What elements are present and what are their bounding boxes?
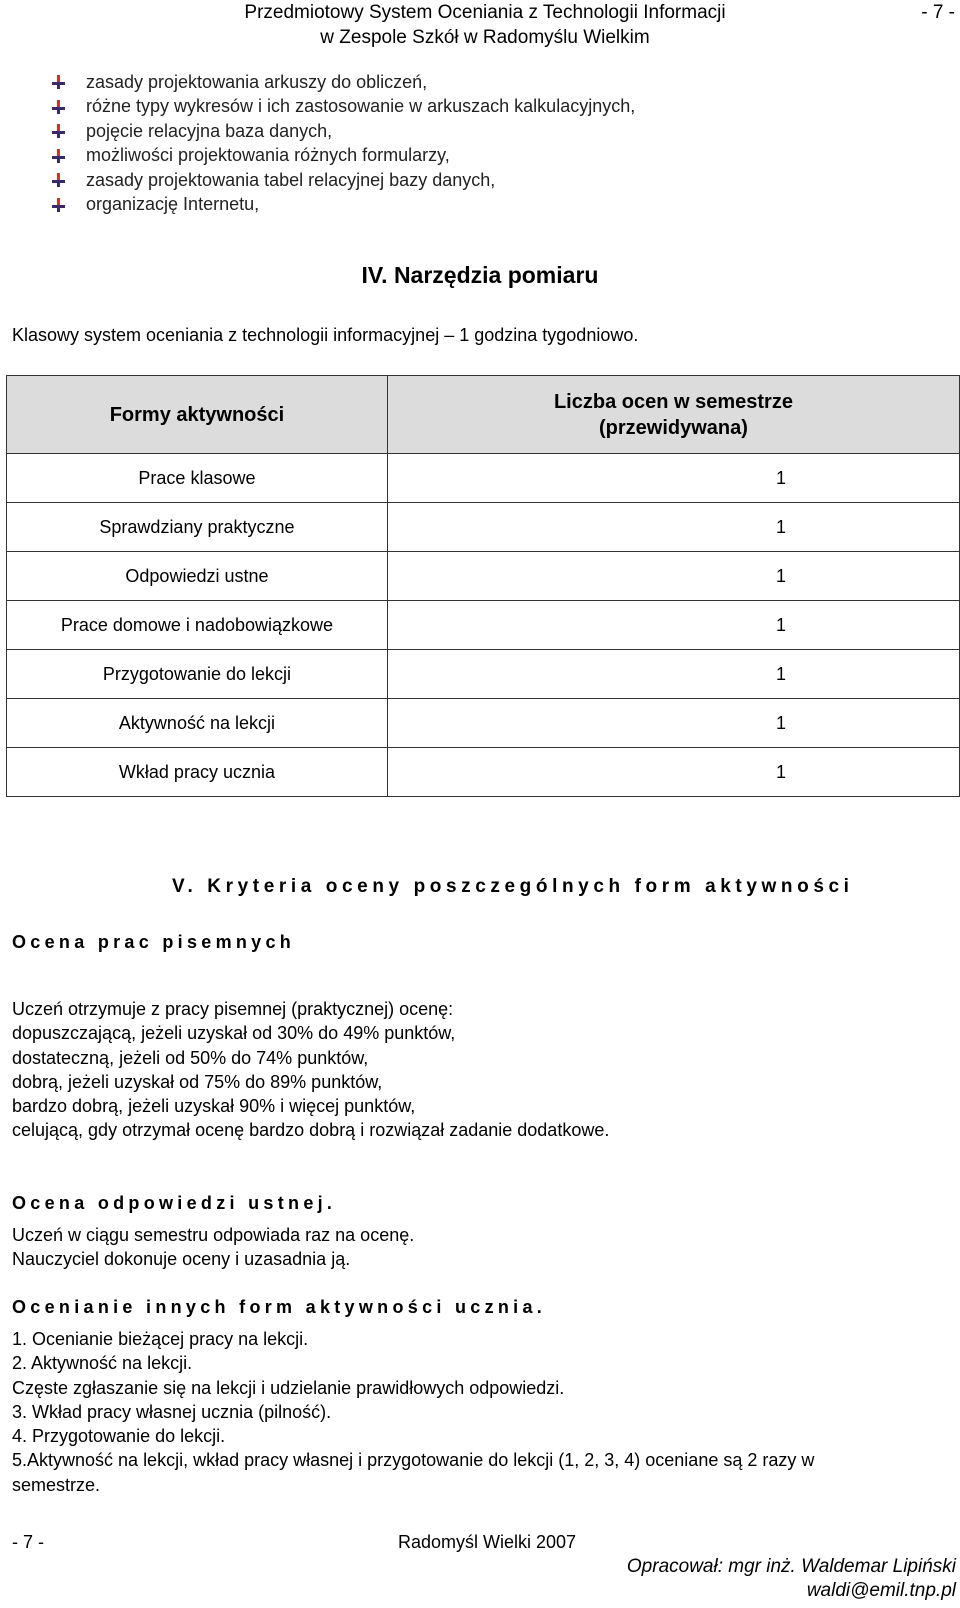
table-cell-form: Przygotowanie do lekcji — [7, 650, 388, 699]
header-title — [220, 0, 750, 50]
table-row — [7, 454, 960, 503]
oral-paragraph — [12, 1223, 414, 1272]
paragraph-line: dobrą, jeżeli uzyskał od 75% do 89% punktów, — [12, 1071, 383, 1092]
bullet-text: organizację Internetu, — [86, 194, 260, 215]
table-cell-count: 1 — [387, 503, 959, 552]
written-paragraph — [12, 997, 609, 1143]
bullet-list — [52, 70, 635, 217]
table-header-count — [387, 376, 959, 454]
table-header-count-line2: (przewidywana) — [599, 416, 748, 439]
table-row — [7, 650, 960, 699]
arrow-bullet-icon — [52, 173, 66, 187]
table-row — [7, 699, 960, 748]
table-header-count-line1: Liczba ocen w semestrze — [553, 390, 793, 413]
arrow-bullet-icon — [52, 75, 66, 89]
bullet-text: zasady projektowania tabel relacyjnej bazy danych, — [86, 169, 496, 190]
paragraph-line: 1. Ocenianie bieżącej pracy na lekcji. — [12, 1329, 309, 1349]
section-4-intro: Klasowy system oceniania z technologii informacyjnej – 1 godzina tygodniowo. — [12, 325, 639, 345]
other-heading: Ocenianie innych form aktywności ucznia. — [12, 1297, 547, 1317]
paragraph-line: Nauczyciel dokonuje oceny i uzasadnia ją. — [12, 1249, 351, 1270]
page-header — [0, 0, 960, 48]
bullet-text: zasady projektowania arkuszy do obliczeń, — [86, 71, 428, 92]
paragraph-line: Częste zgłaszanie się na lekcji i udzielanie prawidłowych odpowiedzi. — [12, 1377, 565, 1398]
bullet-item — [52, 70, 635, 95]
header-title-line2: w Zespole Szkół w Radomyślu Wielkim — [320, 27, 650, 48]
paragraph-line: 3. Wkład pracy własnej ucznia (pilność). — [12, 1401, 332, 1422]
paragraph-line: Uczeń otrzymuje z pracy pisemnej (praktycznej) ocenę: — [12, 999, 454, 1019]
table-row — [7, 503, 960, 552]
section-5-title: V. Kryteria oceny poszczególnych form aktywności — [172, 876, 854, 897]
table-row — [7, 601, 960, 650]
paragraph-line: dostateczną, jeżeli od 50% do 74% punktów, — [12, 1047, 369, 1068]
oral-heading: Ocena odpowiedzi ustnej. — [12, 1193, 337, 1213]
paragraph-line: 2. Aktywność na lekcji. — [12, 1353, 193, 1374]
bullet-item — [52, 168, 635, 193]
table-cell-form: Wkład pracy ucznia — [7, 748, 388, 797]
arrow-bullet-icon — [52, 124, 66, 138]
table-cell-count: 1 — [387, 601, 959, 650]
written-heading: Ocena prac pisemnych — [12, 932, 296, 952]
arrow-bullet-icon — [52, 149, 66, 163]
grades-table — [6, 375, 960, 797]
paragraph-line: 5.Aktywność na lekcji, wkład pracy własnej i przygotowanie do lekcji (1, 2, 3, 4) oceniane są 2 razy w — [12, 1450, 815, 1471]
table-header-row — [7, 376, 960, 454]
footer-place-year: Radomyśl Wielki 2007 — [398, 1532, 577, 1552]
table-cell-form: Prace domowe i nadobowiązkowe — [7, 601, 388, 650]
bullet-text: różne typy wykresów i ich zastosowanie w arkuszach kalkulacyjnych, — [86, 96, 636, 117]
other-paragraph — [12, 1327, 814, 1497]
bullet-text: możliwości projektowania różnych formularzy, — [86, 145, 450, 166]
header-page-number: - 7 - — [921, 2, 955, 23]
paragraph-line: bardzo dobrą, jeżeli uzyskał 90% i więcej punktów, — [12, 1096, 416, 1117]
footer-email: waldi@emil.tnp.pl — [806, 1580, 956, 1601]
bullet-item — [52, 119, 635, 144]
table-cell-count: 1 — [387, 748, 959, 797]
table-cell-form: Aktywność na lekcji — [7, 699, 388, 748]
table-cell-count: 1 — [387, 650, 959, 699]
table-cell-count: 1 — [387, 454, 959, 503]
header-title-line1: Przedmiotowy System Oceniania z Technologii Informacji — [244, 2, 726, 23]
bullet-item — [52, 95, 635, 120]
table-cell-count: 1 — [387, 699, 959, 748]
footer-page-number: - 7 - — [12, 1532, 45, 1552]
table-cell-form: Sprawdziany praktyczne — [7, 503, 388, 552]
footer-author: Opracował: mgr inż. Waldemar Lipiński — [626, 1556, 956, 1577]
table-cell-count: 1 — [387, 552, 959, 601]
bullet-item — [52, 144, 635, 169]
section-4-title: IV. Narzędzia pomiaru — [361, 262, 599, 288]
bullet-text: pojęcie relacyjna baza danych, — [86, 120, 333, 141]
paragraph-line: semestrze. — [12, 1474, 101, 1495]
bullet-item — [52, 193, 635, 218]
table-row — [7, 748, 960, 797]
paragraph-line: celującą, gdy otrzymał ocenę bardzo dobrą i rozwiązał zadanie dodatkowe. — [12, 1120, 610, 1141]
table-cell-form: Prace klasowe — [7, 454, 388, 503]
arrow-bullet-icon — [52, 100, 66, 114]
arrow-bullet-icon — [52, 198, 66, 212]
paragraph-line: dopuszczającą, jeżeli uzyskał od 30% do 49% punktów, — [12, 1023, 456, 1044]
table-header-forms: Formy aktywności — [7, 376, 388, 454]
paragraph-line: Uczeń w ciągu semestru odpowiada raz na ocenę. — [12, 1225, 415, 1245]
paragraph-line: 4. Przygotowanie do lekcji. — [12, 1426, 226, 1447]
table-row — [7, 552, 960, 601]
table-cell-form: Odpowiedzi ustne — [7, 552, 388, 601]
